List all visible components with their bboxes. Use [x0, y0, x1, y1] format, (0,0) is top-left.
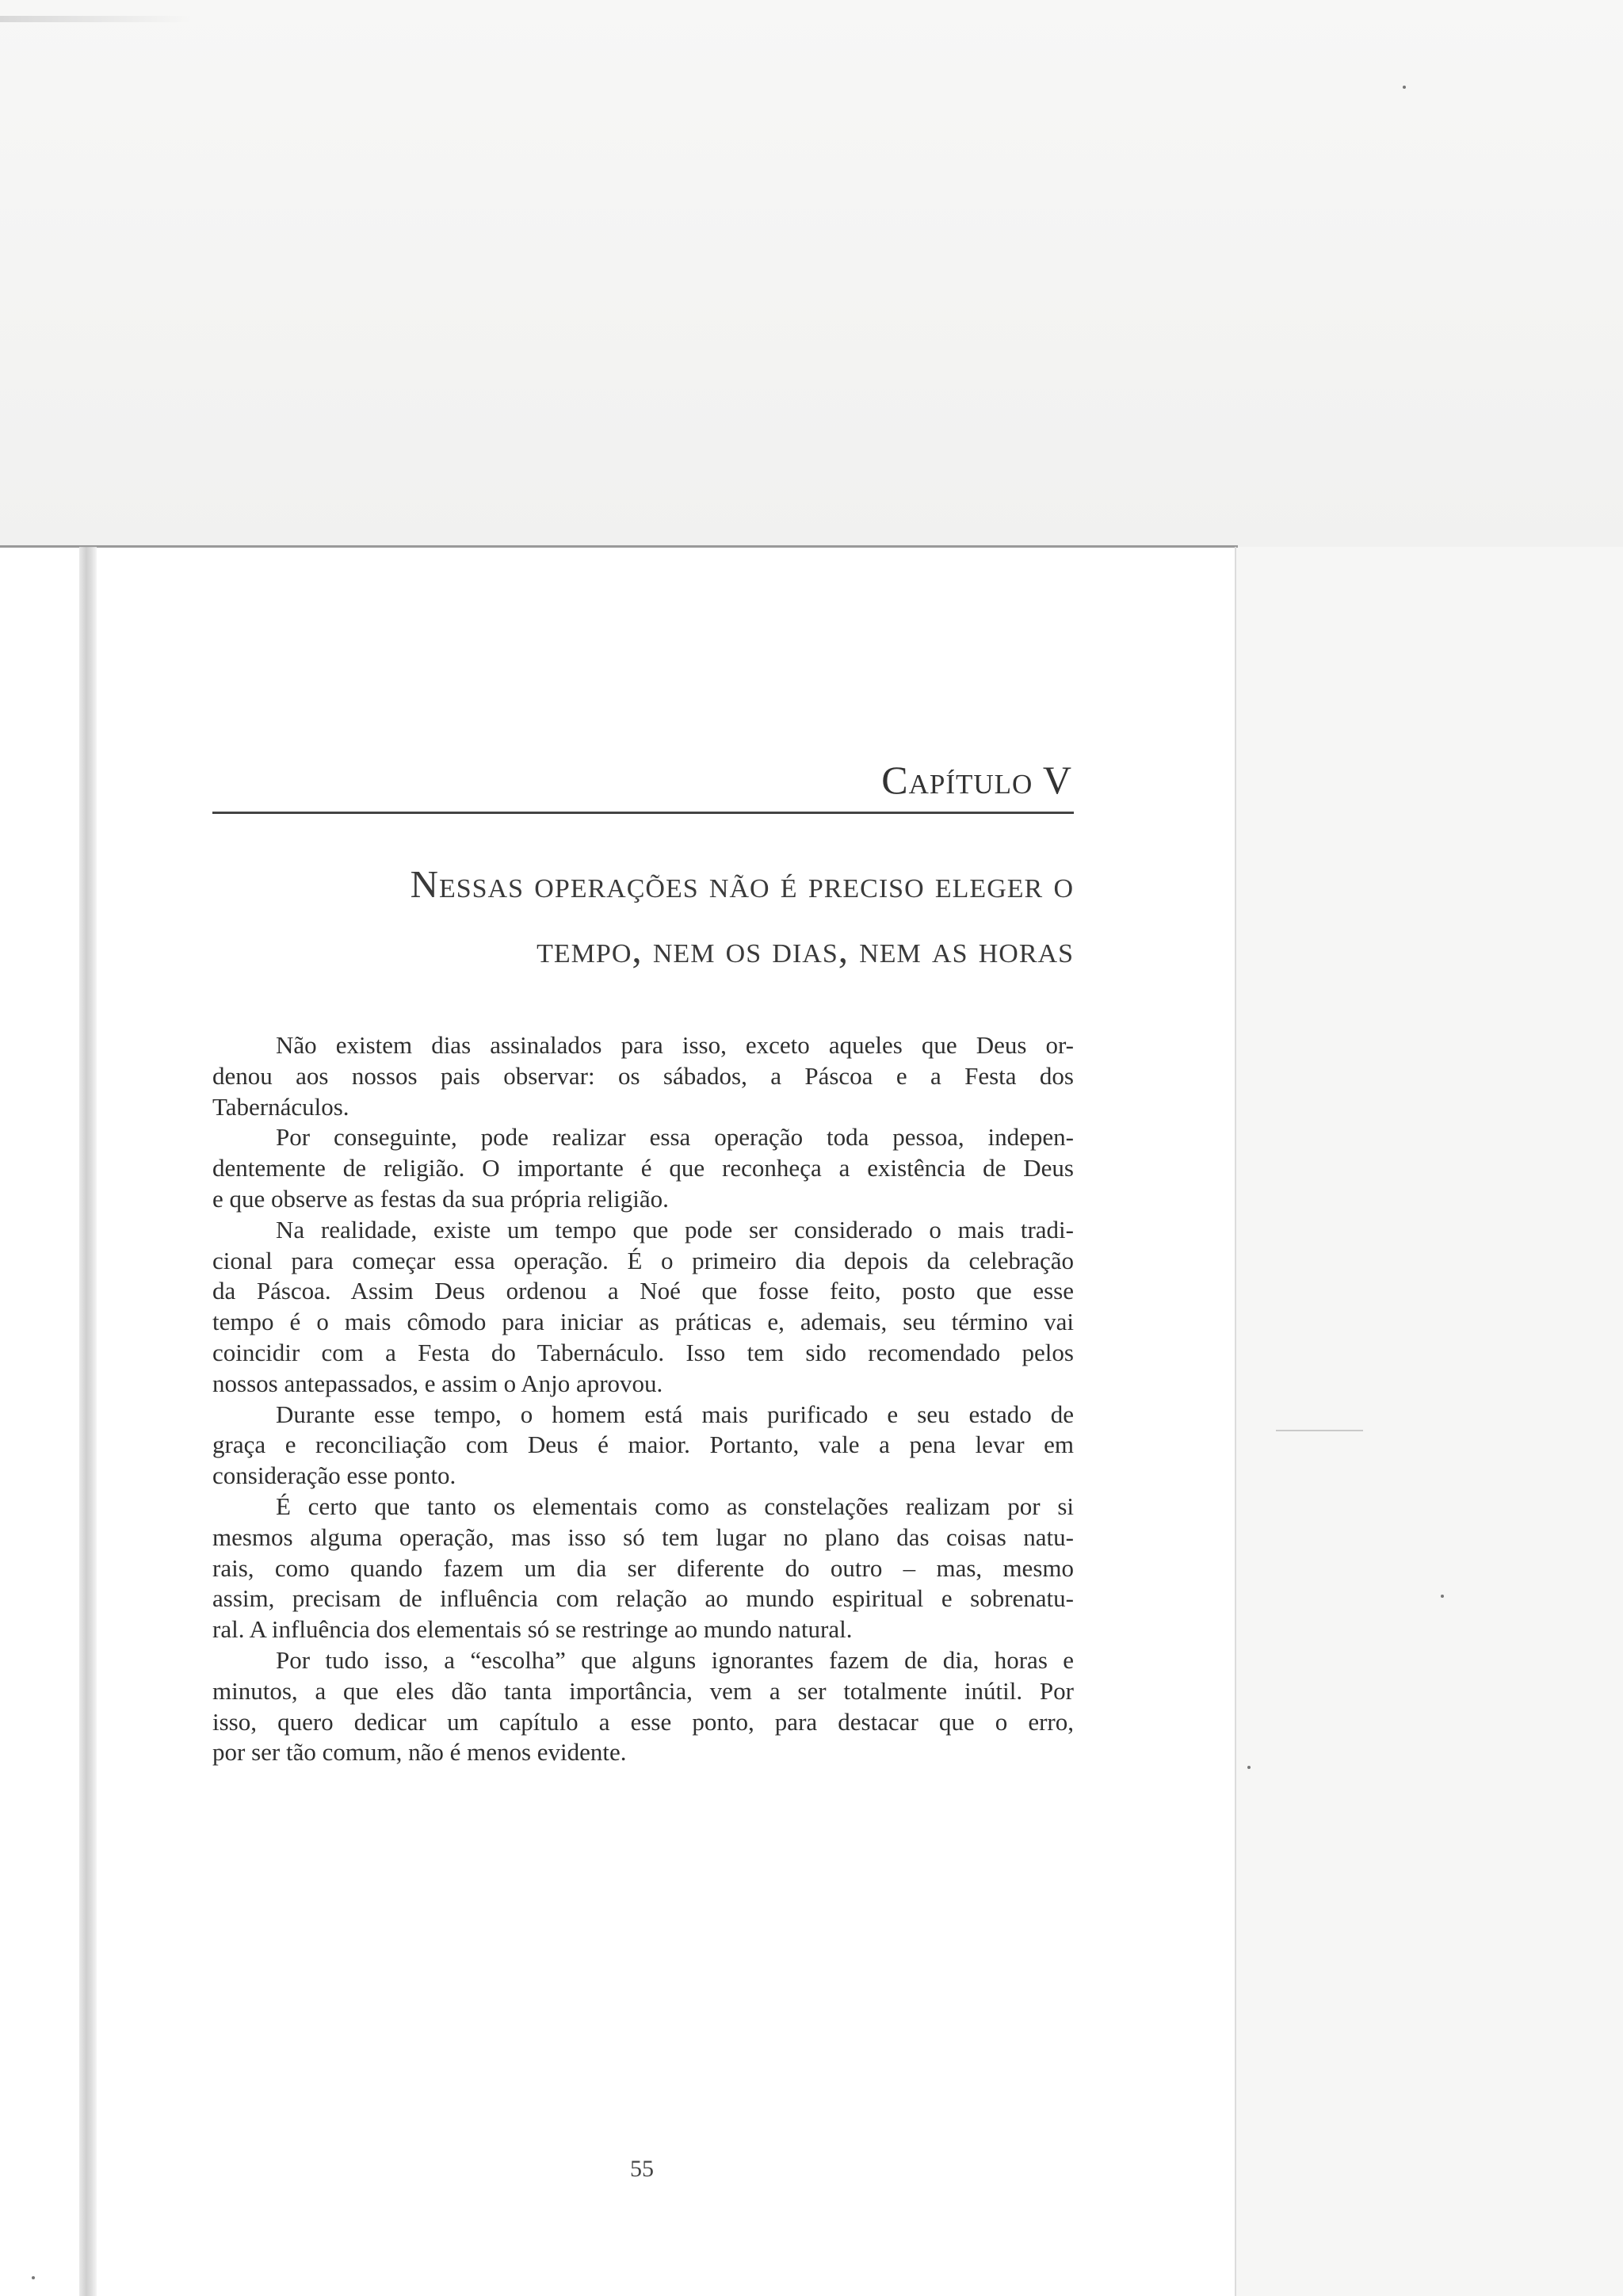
chapter-title: [212, 852, 1074, 982]
text-line: e que observe as festas da sua própria religião.: [212, 1184, 669, 1213]
scanner-background-right: [1236, 547, 1623, 2296]
text-line: Por tudo isso, a “escolha” que alguns ignorantes fazem de dia, horas e: [276, 1645, 1074, 1674]
chapter-title-line: Nessas operações não é preciso eleger o: [410, 862, 1074, 906]
text-line: coincidir com a Festa do Tabernáculo. Isso tem sido recomendado pelos: [212, 1338, 1074, 1366]
page-number: 55: [630, 2156, 654, 2182]
chapter-rule: [212, 812, 1074, 814]
text-line: Tabernáculos.: [212, 1092, 349, 1121]
text-line: Durante esse tempo, o homem está mais purificado e seu estado de: [276, 1400, 1074, 1428]
scanner-background: [0, 0, 1623, 547]
chapter-label: Capítulo V: [881, 758, 1072, 802]
text-line: minutos, a que eles dão tanta importância, vem a ser totalmente inútil. Por: [212, 1676, 1074, 1705]
text-line: da Páscoa. Assim Deus ordenou a Noé que fosse feito, posto que esse: [212, 1277, 1074, 1305]
scan-mark: [1276, 1430, 1363, 1431]
text-line: rais, como quando fazem um dia ser diferente do outro – mas, mesmo: [212, 1553, 1074, 1582]
text-line: Por conseguinte, pode realizar essa operação toda pessoa, indepen-: [276, 1123, 1074, 1152]
text-line: tempo é o mais cômodo para iniciar as práticas e, ademais, seu término vai: [212, 1308, 1074, 1336]
text-line: dentemente de religião. O importante é que reconheça a existência de Deus: [212, 1154, 1074, 1182]
text-line: consideração esse ponto.: [212, 1461, 456, 1490]
scan-speck: [1441, 1595, 1444, 1598]
text-line: É certo que tanto os elementais como as constelações realizam por si: [276, 1492, 1074, 1520]
paragraph: [212, 1400, 1074, 1492]
text-line: denou aos nossos pais observar: os sábados, a Páscoa e a Festa dos: [212, 1061, 1074, 1090]
text-line: cional para começar essa operação. É o primeiro dia depois da celebração: [212, 1246, 1074, 1274]
scan-speck: [1403, 86, 1406, 89]
text-line: ral. A influência dos elementais só se restringe ao mundo natural.: [212, 1615, 853, 1644]
paragraph: [212, 1215, 1074, 1400]
chapter-title-line: tempo, nem os dias, nem as horas: [537, 927, 1074, 971]
scan-speck: [1247, 1766, 1251, 1769]
book-spine-shadow: [79, 547, 97, 2296]
text-line: isso, quero dedicar um capítulo a esse ponto, para destacar que o erro,: [212, 1707, 1074, 1736]
text-line: graça e reconciliação com Deus é maior. Portanto, vale a pena levar em: [212, 1431, 1074, 1459]
text-line: assim, precisam de influência com relação ao mundo espiritual e sobrenatu-: [212, 1584, 1074, 1613]
body-text: [212, 1030, 1074, 1768]
scan-shadow: [0, 16, 190, 22]
paragraph: [212, 1030, 1074, 1122]
scan-speck: [32, 2276, 35, 2279]
text-line: nossos antepassados, e assim o Anjo aprovou.: [212, 1369, 663, 1397]
paragraph: [212, 1122, 1074, 1214]
text-line: Na realidade, existe um tempo que pode ser considerado o mais tradi-: [276, 1215, 1074, 1244]
paragraph: [212, 1645, 1074, 1768]
page-top-edge: [0, 545, 1238, 548]
page-right-edge: [1235, 547, 1236, 2296]
text-line: mesmos alguma operação, mas isso só tem lugar no plano das coisas natu-: [212, 1522, 1074, 1551]
paragraph: [212, 1492, 1074, 1645]
text-line: por ser tão comum, não é menos evidente.: [212, 1738, 627, 1767]
text-line: Não existem dias assinalados para isso, exceto aqueles que Deus or-: [276, 1031, 1074, 1059]
